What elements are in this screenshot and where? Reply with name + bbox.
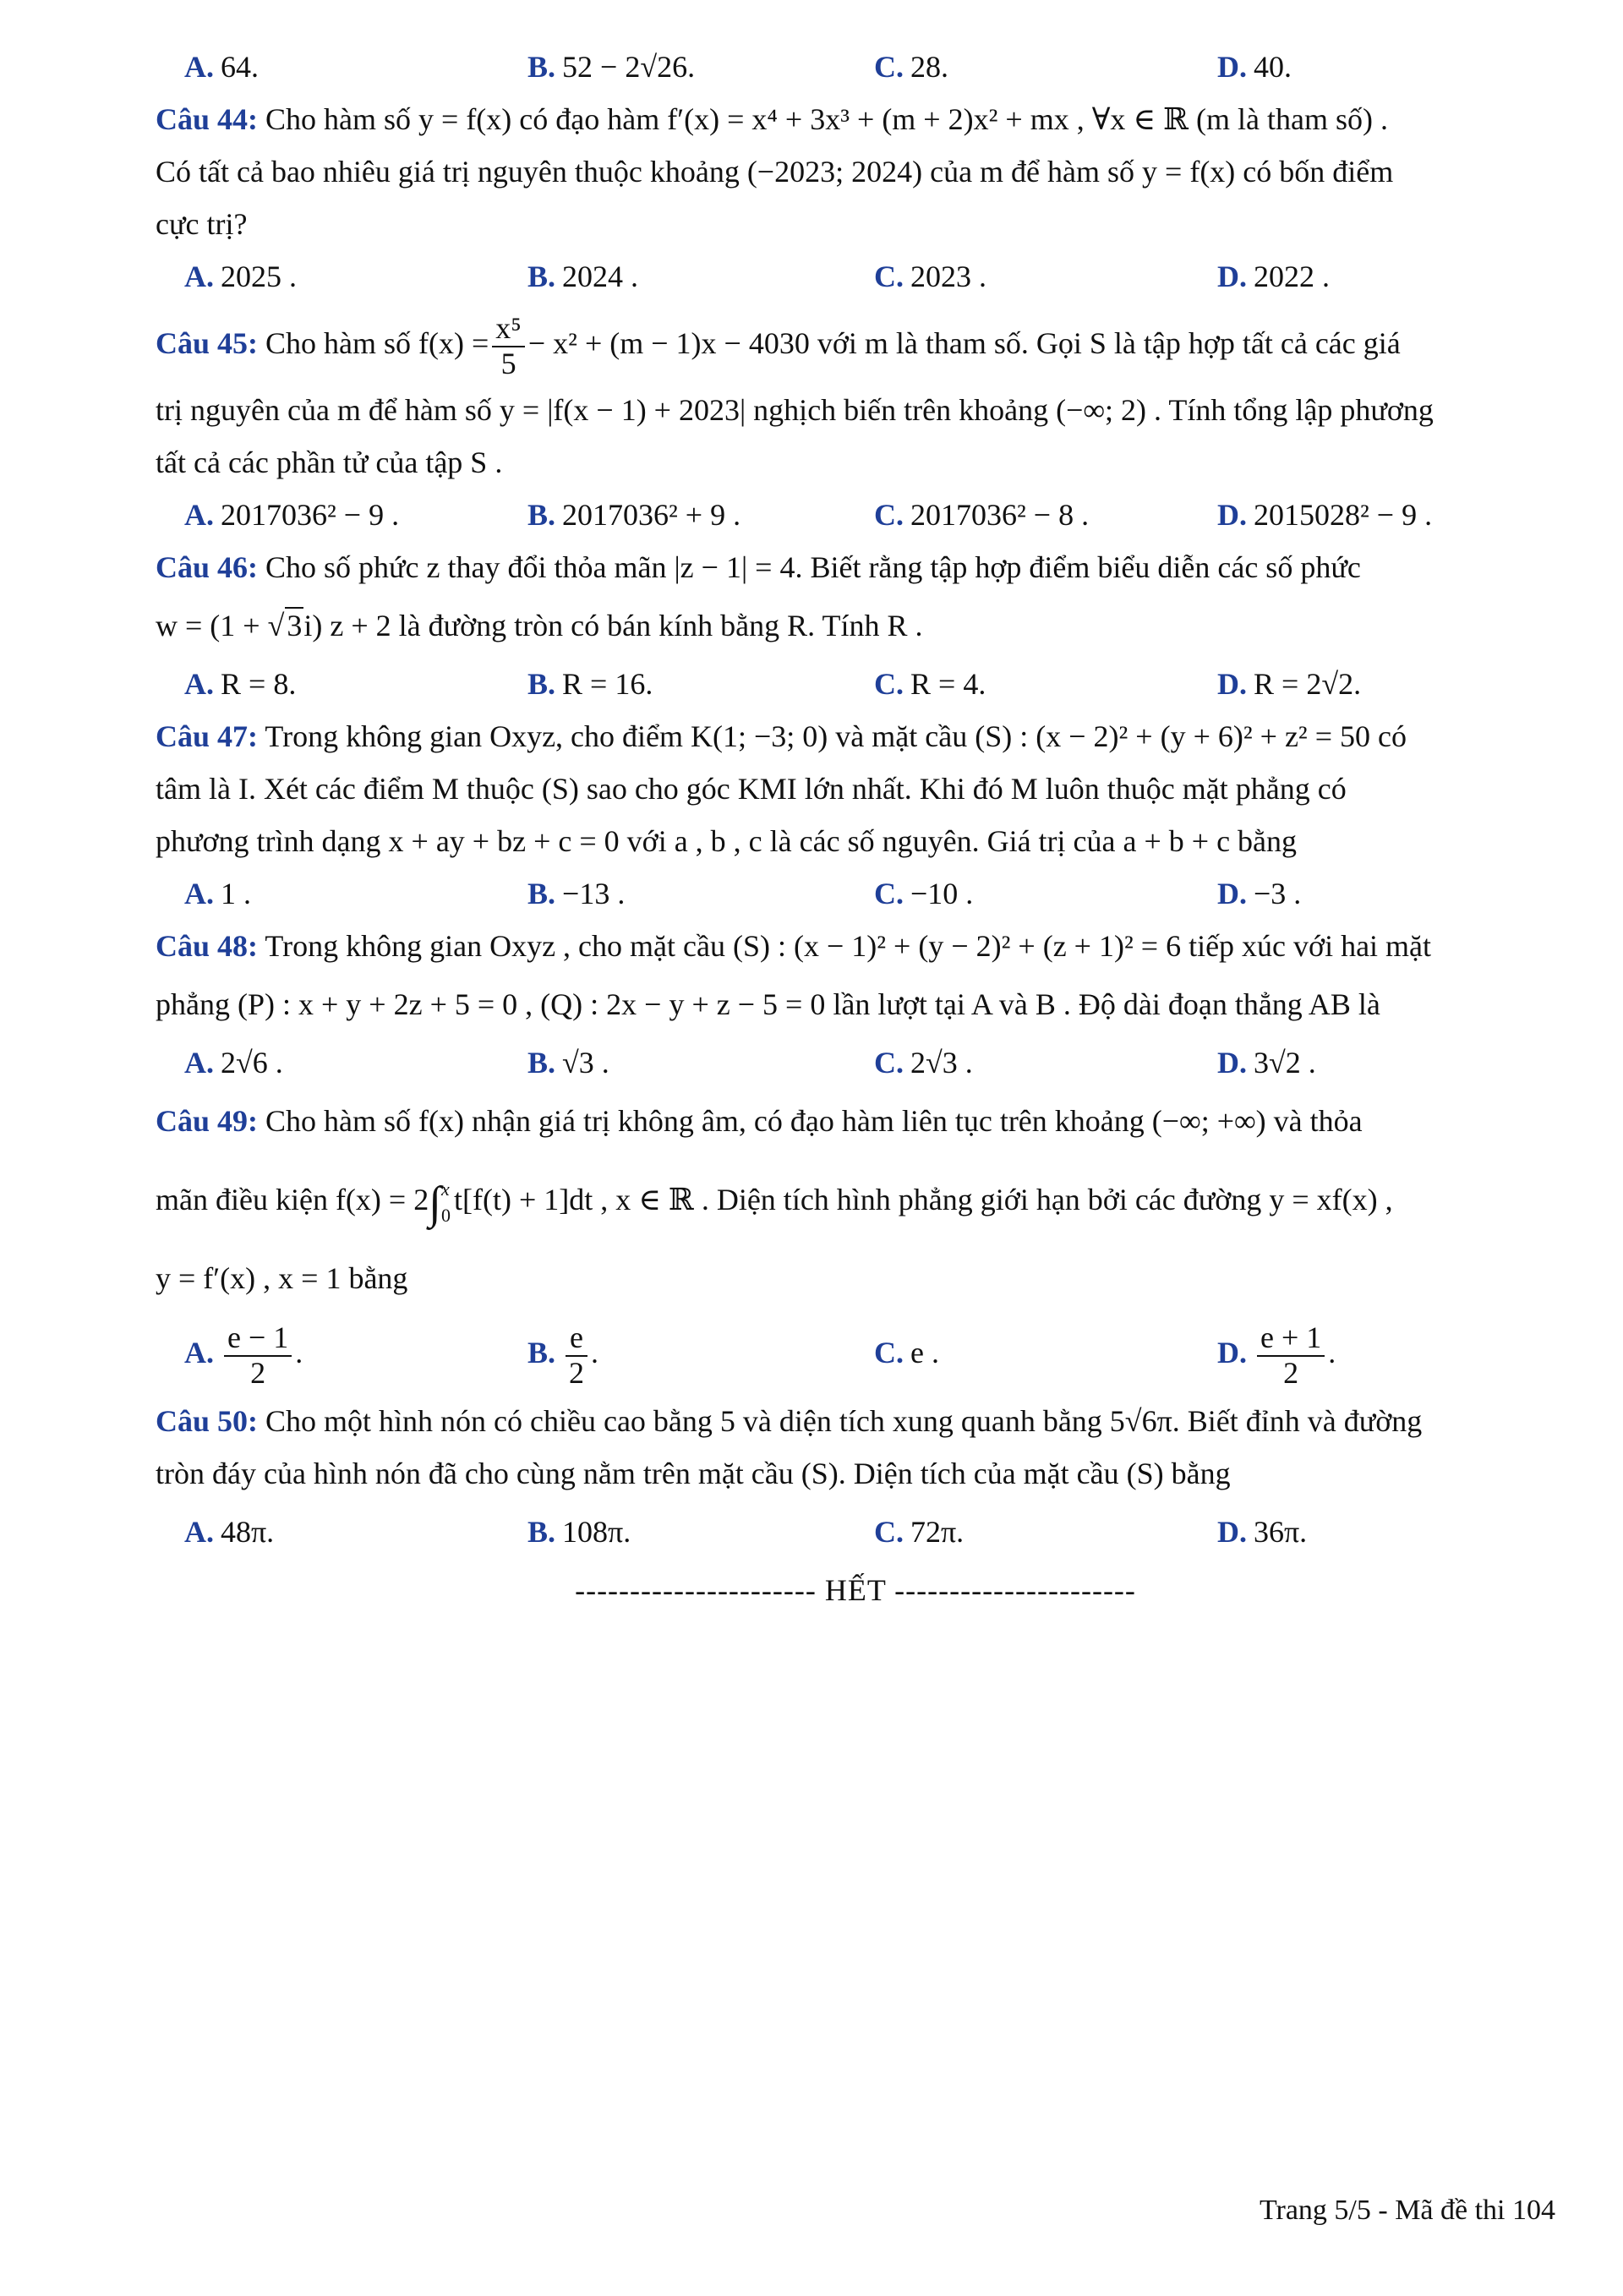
q50-options	[156, 1500, 1555, 1564]
q44-line-2: Có tất cả bao nhiêu giá trị nguyên thuộc khoảng (−2023; 2024) của m để hàm số y = f(x) có bốn điểm	[156, 155, 1394, 189]
q47-options	[156, 867, 1555, 920]
q47-option-d: D. −3 .	[1217, 877, 1302, 910]
integral-limits: x 0	[441, 1178, 451, 1226]
q45-option-d: D. 2015028² − 9 .	[1217, 498, 1433, 532]
q43-options	[156, 41, 1555, 93]
q45-line-1: Câu 45: Cho hàm số f(x) = $\frac{\text{x⁵}}{5}$ − x² + (m − 1)x − 4030 với m là tham số. Gọi S là tập hợp tất cả các giá	[156, 311, 1401, 380]
q45-label: Câu 45:	[156, 326, 259, 360]
q44-option-a: A. 2025 .	[184, 260, 297, 293]
q48-label: Câu 48:	[156, 929, 259, 963]
q48-option-b: B. √3 .	[527, 1046, 609, 1080]
q49-line-2: mãn điều kiện f(x) = 2∫ x 0 t[f(t) + 1]dt , x ∈ ℝ . Diện tích hình phẳng giới hạn bởi các đường y = xf(x) ,	[156, 1177, 1393, 1228]
q46-option-c: C. R = 4.	[874, 667, 986, 701]
q47-option-b: B. −13 .	[527, 877, 626, 910]
q47-option-c: C. −10 .	[874, 877, 974, 910]
end-marker: ---------------------- HẾT ----------------------	[575, 1573, 1136, 1607]
q49-option-a: A. $\frac{e - 1}{2}$ .	[184, 1320, 303, 1390]
q44-label: Câu 44:	[156, 102, 259, 136]
q49-line-3: y = f′(x) , x = 1 bằng	[156, 1261, 408, 1295]
q48-option-a: A. 2√6 .	[184, 1046, 283, 1080]
q44-line-1: Câu 44: Cho hàm số y = f(x) có đạo hàm f′(x) = x⁴ + 3x³ + (m + 2)x² + mx , ∀x ∈ ℝ (m là tham số) .	[156, 102, 1388, 136]
q46-line-2: w = (1 + √3i) z + 2 là đường tròn có bán kính bằng R. Tính R .	[156, 609, 923, 642]
q49-options	[156, 1310, 1555, 1395]
q43-option-c: C. 28.	[874, 50, 948, 84]
q46-option-d: D. R = 2√2.	[1217, 667, 1362, 701]
q48-options	[156, 1036, 1555, 1089]
q49-label: Câu 49:	[156, 1104, 259, 1138]
q48-option-c: C. 2√3 .	[874, 1046, 973, 1080]
q45-options	[156, 489, 1555, 541]
q45-line-3: tất cả các phần tử của tập S .	[156, 446, 503, 479]
q47-option-a: A. 1 .	[184, 877, 251, 910]
q50-line-2: tròn đáy của hình nón đã cho cùng nằm trên mặt cầu (S). Diện tích của mặt cầu (S) bằng	[156, 1457, 1231, 1490]
q45-option-c: C. 2017036² − 8 .	[874, 498, 1090, 532]
q45-fraction: $\frac{\text{x⁵}}{5}$	[492, 312, 525, 380]
q47-line-3: phương trình dạng x + ay + bz + c = 0 với a , b , c là các số nguyên. Giá trị của a + b + c bằng	[156, 824, 1298, 858]
q49-option-d: D. $\frac{e + 1}{2}$ .	[1217, 1320, 1336, 1390]
q49-option-b: B. $\frac{e}{2}$ .	[527, 1320, 599, 1390]
q43-option-a: A. 64.	[184, 50, 259, 84]
q48-line-2: phẳng (P) : x + y + 2z + 5 = 0 , (Q) : 2x − y + z − 5 = 0 lần lượt tại A và B . Độ dài đoạn thẳng AB là	[156, 987, 1380, 1021]
q44-option-b: B. 2024 .	[527, 260, 639, 293]
q46-option-a: A. R = 8.	[184, 667, 297, 701]
q44-option-d: D. 2022 .	[1217, 260, 1330, 293]
q45-option-a: A. 2017036² − 9 .	[184, 498, 400, 532]
q44-option-c: C. 2023 .	[874, 260, 986, 293]
q47-label: Câu 47:	[156, 719, 259, 753]
q43-option-d: D. 40.	[1217, 50, 1292, 84]
q49-option-c: C. e .	[874, 1336, 939, 1369]
q50-option-b: B. 108π.	[527, 1515, 631, 1549]
q46-options	[156, 658, 1555, 710]
q50-option-d: D. 36π.	[1217, 1515, 1308, 1549]
q50-option-c: C. 72π.	[874, 1515, 965, 1549]
q43-option-b: B. 52 − 2√26.	[527, 50, 696, 84]
q50-line-1: Câu 50: Cho một hình nón có chiều cao bằng 5 và diện tích xung quanh bằng 5√6π. Biết đỉnh và đường	[156, 1404, 1423, 1438]
integral-sign: ∫	[429, 1177, 442, 1228]
q46-line-1: Câu 46: Cho số phức z thay đổi thỏa mãn |z − 1| = 4. Biết rằng tập hợp điểm biểu diễn các số phức	[156, 550, 1361, 584]
exam-page	[156, 41, 1555, 1616]
q44-options	[156, 250, 1555, 303]
q50-label: Câu 50:	[156, 1404, 259, 1438]
q45-option-b: B. 2017036² + 9 .	[527, 498, 741, 532]
q44-line-3: cực trị?	[156, 207, 248, 241]
q49-line-1: Câu 49: Cho hàm số f(x) nhận giá trị không âm, có đạo hàm liên tục trên khoảng (−∞; +∞) và thỏa	[156, 1104, 1363, 1138]
q50-option-a: A. 48π.	[184, 1515, 275, 1549]
q47-line-1: Câu 47: Trong không gian Oxyz, cho điểm K(1; −3; 0) và mặt cầu (S) : (x − 2)² + (y + 6)² + z² = 50 có	[156, 719, 1407, 753]
q45-line-2: trị nguyên của m để hàm số y = |f(x − 1) + 2023| nghịch biến trên khoảng (−∞; 2) . Tính tổng lập phương	[156, 393, 1434, 427]
q47-line-2: tâm là I. Xét các điểm M thuộc (S) sao cho góc KMI lớn nhất. Khi đó M luôn thuộc mặt phẳng có	[156, 772, 1347, 806]
q48-option-d: D. 3√2 .	[1217, 1046, 1316, 1080]
q48-line-1: Câu 48: Trong không gian Oxyz , cho mặt cầu (S) : (x − 1)² + (y − 2)² + (z + 1)² = 6 tiếp xúc với hai mặt	[156, 929, 1432, 963]
page-footer: Trang 5/5 - Mã đề thi 104	[1259, 2195, 1555, 2226]
q46-option-b: B. R = 16.	[527, 667, 653, 701]
q46-label: Câu 46:	[156, 550, 259, 584]
